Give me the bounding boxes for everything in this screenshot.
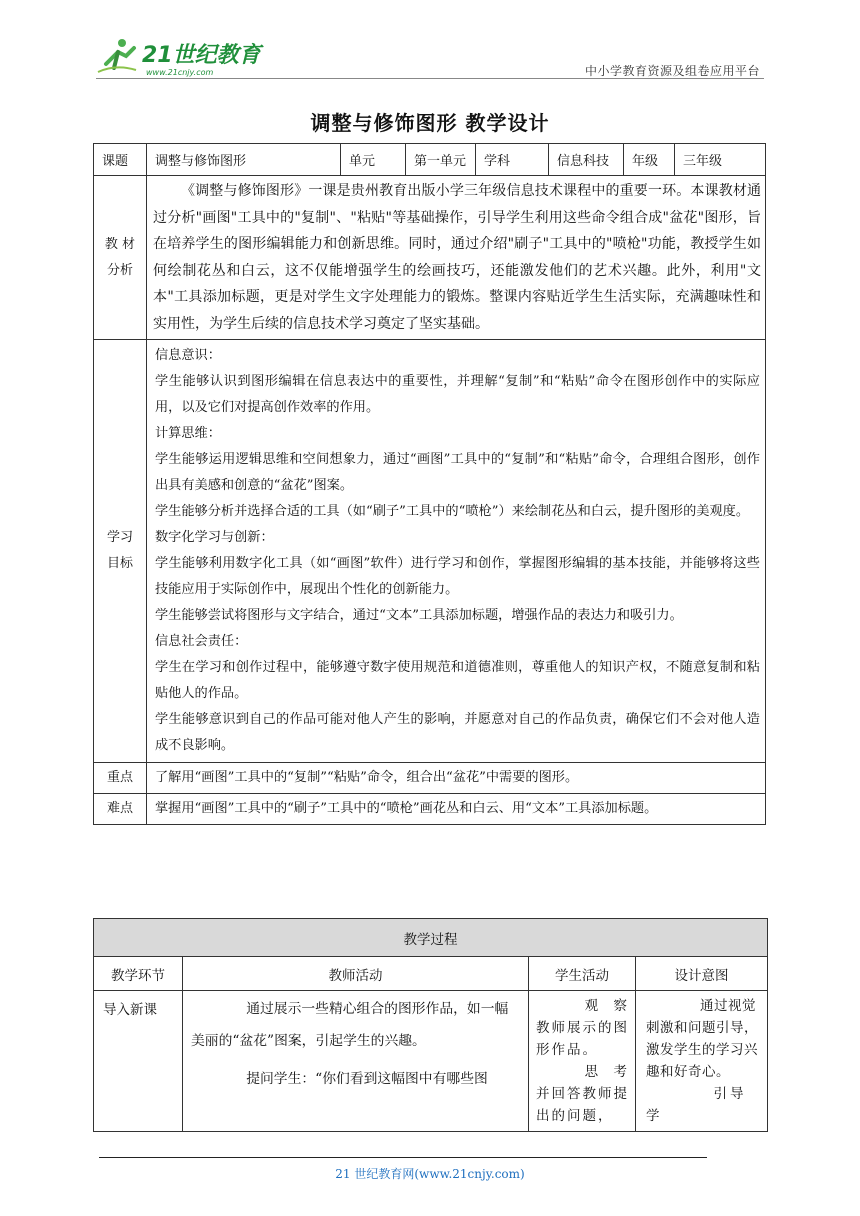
grade-label: 年级 [624, 144, 675, 176]
analysis-text: 《调整与修饰图形》一课是贵州教育出版小学三年级信息技术课程中的重要一环。本课教材通过分析"画图"工具中的"复制"、"粘贴"等基础操作，引导学生利用这些命令组合成"盆花"图形，旨在培养学生的图形编辑能力和创新思维。同时，通过介绍"刷子"工具中的"喷枪"功能，教授学生如何绘制花丛和白云，这不仅能增强学生的绘画技巧，还能激发他们的艺术兴趣。此外，利用"文本"工具添加标题，更是对学生文字处理能力的锻炼。整课内容贴近学生生活实际，充满趣味性和实用性，为学生后续的信息技术学习奠定了坚实基础。 [147, 176, 766, 340]
svg-text:www.21cnjy.com: www.21cnjy.com [146, 68, 214, 77]
goal-line: 信息意识： [155, 348, 221, 363]
header-intent: 设计意图 [636, 957, 768, 991]
goal-line: 信息社会责任： [155, 634, 248, 649]
intent-cell: 通过视觉刺激和问题引导，激发学生的学习兴趣和好奇心。 引导学 [636, 991, 768, 1132]
analysis-row [94, 176, 766, 340]
student-activity-cell: 观察教师展示的图形作品。 思考并回答教师提出的问题， [529, 991, 636, 1132]
key-point-label: 重点 [94, 763, 147, 794]
subject-label: 学科 [476, 144, 549, 176]
document-title: 调整与修饰图形 教学设计 [310, 111, 550, 135]
info-row [94, 144, 766, 176]
goal-line: 计算思维： [155, 426, 221, 441]
goal-line: 学生能够认识到图形编辑在信息表达中的重要性，并理解“复制”和“粘贴”命令在图形创作中的实际应用，以及它们对提高创作效率的作用。 [155, 374, 760, 415]
platform-name: 中小学教育资源及组卷应用平台 [584, 64, 760, 78]
goals-text [147, 340, 766, 763]
difficulty-label: 难点 [94, 794, 147, 825]
header-stage: 教学环节 [94, 957, 183, 991]
header-teacher: 教师活动 [183, 957, 529, 991]
svg-text:21世纪教育: 21世纪教育 [142, 43, 261, 68]
subject-value: 信息科技 [549, 144, 624, 176]
goals-label: 学习 目标 [94, 340, 147, 763]
header-divider [96, 78, 764, 79]
goal-line: 学生能够尝试将图形与文字结合，通过“文本”工具添加标题，增强作品的表达力和吸引力。 [155, 608, 683, 623]
goal-line: 学生能够利用数字化工具（如“画图”软件）进行学习和创作，掌握图形编辑的基本技能，并能够将这些技能应用于实际创作中，展现出个性化的创新能力。 [155, 556, 760, 597]
goal-line: 学生能够运用逻辑思维和空间想象力，通过“画图”工具中的“复制”和“粘贴”命令，合理组合图形，创作出具有美感和创意的“盆花”图案。 [155, 452, 760, 493]
goal-line: 学生能够分析并选择合适的工具（如“刷子”工具中的“喷枪”）来绘制花丛和白云，提升图形的美观度。 [155, 504, 750, 519]
unit-label: 单元 [341, 144, 406, 176]
goal-line: 数字化学习与创新： [155, 530, 274, 545]
analysis-label: 教 材 分析 [94, 176, 147, 340]
footer-link[interactable]: 21 世纪教育网(www.21cnjy.com) [335, 1167, 525, 1181]
footer-divider [99, 1157, 707, 1158]
teaching-process-table [93, 918, 768, 1132]
runner-icon [98, 39, 136, 72]
table-row [94, 991, 768, 1132]
teacher-activity-cell: 通过展示一些精心组合的图形作品，如一幅美丽的“盆花”图案，引起学生的兴趣。 提问学生：“你们看到这幅图中有哪些图 [183, 991, 529, 1132]
stage-cell: 导入新课 [94, 991, 183, 1132]
unit-value: 第一单元 [406, 144, 476, 176]
goals-row [94, 340, 766, 763]
header-student: 学生活动 [529, 957, 636, 991]
process-title: 教学过程 [94, 919, 768, 957]
topic-value: 调整与修饰图形 [147, 144, 341, 176]
lesson-info-table [93, 143, 766, 825]
difficulty-row [94, 794, 766, 825]
site-logo [96, 34, 266, 78]
difficulty-text: 掌握用“画图”工具中的“刷子”工具中的“喷枪”画花丛和白云、用“文本”工具添加标题。 [147, 794, 766, 825]
goal-line: 学生在学习和创作过程中，能够遵守数字使用规范和道德准则，尊重他人的知识产权，不随意复制和粘贴他人的作品。 [155, 660, 760, 701]
grade-value: 三年级 [675, 144, 766, 176]
key-point-row [94, 763, 766, 794]
topic-label: 课题 [94, 144, 147, 176]
key-point-text: 了解用“画图”工具中的“复制”“粘贴”命令，组合出“盆花”中需要的图形。 [147, 763, 766, 794]
goal-line: 学生能够意识到自己的作品可能对他人产生的影响，并愿意对自己的作品负责，确保它们不会对他人造成不良影响。 [155, 712, 760, 753]
